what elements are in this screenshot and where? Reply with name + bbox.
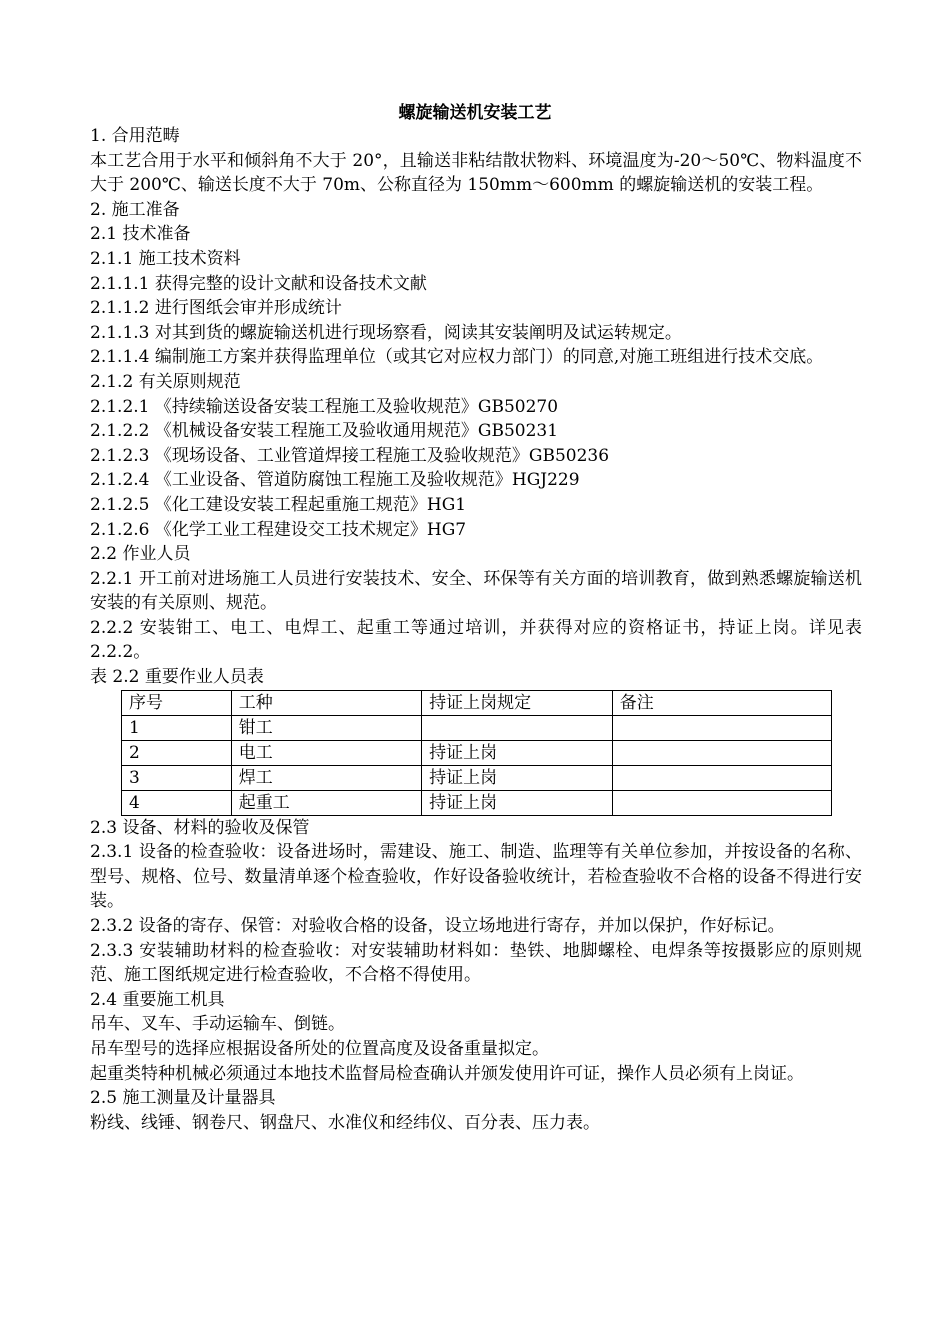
table-header-cell: 工种 <box>231 690 421 715</box>
section-heading: 1. 合用范畴 <box>90 126 180 146</box>
table-caption: 表 2.2 重要作业人员表 <box>90 667 264 688</box>
table-cell: 2 <box>122 740 232 765</box>
section-heading: 2.2 作业人员 <box>90 544 191 565</box>
section-heading: 2.5 施工测量及计量器具 <box>90 1088 276 1109</box>
document-body <box>90 124 862 1135</box>
table-cell: 4 <box>122 790 232 815</box>
paragraph: 吊车、叉车、手动运输车、倒链。 <box>90 1014 345 1035</box>
paragraph: 2.2.1 开工前对进场施工人员进行安装技术、安全、环保等有关方面的培训教育，做到熟悉螺旋输送机安装的有关原则、规范。 <box>90 568 862 614</box>
table-cell: 持证上岗 <box>422 790 613 815</box>
table-cell <box>612 715 831 740</box>
section-heading: 2.1.2 有关原则规范 <box>90 371 241 392</box>
document-title: 螺旋输送机安装工艺 <box>398 103 552 123</box>
list-item: 2.1.1.1 获得完整的设计文献和设备技术文献 <box>90 273 427 294</box>
section-heading: 2.4 重要施工机具 <box>90 989 225 1010</box>
paragraph: 2.2.2 安装钳工、电工、电焊工、起重工等通过培训，并获得对应的资格证书，持证上岗。详见表 2.2.2。 <box>90 617 862 663</box>
table-cell <box>422 715 613 740</box>
table-cell <box>612 740 831 765</box>
table-header-cell: 序号 <box>122 690 232 715</box>
table-header-cell: 备注 <box>612 690 831 715</box>
paragraph: 粉线、线锤、钢卷尺、钢盘尺、水准仪和经纬仪、百分表、压力表。 <box>90 1112 600 1133</box>
table-cell: 电工 <box>231 740 421 765</box>
list-item: 2.1.1.2 进行图纸会审并形成统计 <box>90 298 342 319</box>
table-cell: 持证上岗 <box>422 765 613 790</box>
table-cell: 钳工 <box>231 715 421 740</box>
standard-item: 2.1.2.1 《持续输送设备安装工程施工及验收规范》GB50270 <box>90 396 559 417</box>
paragraph: 起重类特种机械必须通过本地技术监督局检查确认并颁发使用许可证，操作人员必须有上岗证。 <box>90 1063 804 1084</box>
standard-item: 2.1.2.3 《现场设备、工业管道焊接工程施工及验收规范》GB50236 <box>90 445 610 466</box>
table-row <box>122 715 832 740</box>
section-heading: 2. 施工准备 <box>90 199 180 220</box>
table-row <box>122 765 832 790</box>
paragraph: 2.3.3 安装辅助材料的检查验收：对安装辅助材料如：垫铁、地脚螺栓、电焊条等按摄影应的原则规范、施工图纸规定进行检查验收，不合格不得使用。 <box>90 940 862 986</box>
table-row <box>122 740 832 765</box>
standard-item: 2.1.2.5 《化工建设安装工程起重施工规范》HG1 <box>90 494 467 515</box>
staff-table <box>121 690 832 816</box>
list-item: 2.1.1.3 对其到货的螺旋输送机进行现场察看，阅读其安装阐明及试运转规定。 <box>90 322 682 343</box>
paragraph: 本工艺合用于水平和倾斜角不大于 20°，且输送非粘结散状物料、环境温度为-20～50℃、物料温度不大于 200℃、输送长度不大于 70m、公称直径为 150mm～600mm 的螺旋输送机的安装工程。 <box>90 150 862 196</box>
table-header-row <box>122 690 832 715</box>
table-cell: 1 <box>122 715 232 740</box>
section-heading: 2.1 技术准备 <box>90 224 191 245</box>
standard-item: 2.1.2.6 《化学工业工程建设交工技术规定》HG7 <box>90 519 467 540</box>
paragraph: 2.3.2 设备的寄存、保管：对验收合格的设备，设立场地进行寄存，并加以保护，作好标记。 <box>90 916 785 937</box>
table-cell: 起重工 <box>231 790 421 815</box>
paragraph: 2.3.1 设备的检查验收：设备进场时，需建设、施工、制造、监理等有关单位参加，并按设备的名称、型号、规格、位号、数量清单逐个检查验收，作好设备验收统计，若检查验收不合格的设备不得进行安装。 <box>90 842 862 912</box>
table-cell <box>612 790 831 815</box>
list-item: 2.1.1.4 编制施工方案并获得监理单位（或其它对应权力部门）的同意,对施工班组进行技术交底。 <box>90 347 824 368</box>
paragraph: 吊车型号的选择应根据设备所处的位置高度及设备重量拟定。 <box>90 1039 549 1059</box>
section-heading: 2.3 设备、材料的验收及保管 <box>90 817 310 838</box>
standard-item: 2.1.2.4 《工业设备、管道防腐蚀工程施工及验收规范》HGJ229 <box>90 470 580 491</box>
standard-item: 2.1.2.2 《机械设备安装工程施工及验收通用规范》GB50231 <box>90 421 559 442</box>
table-cell <box>612 765 831 790</box>
table-cell: 3 <box>122 765 232 790</box>
table-header-cell: 持证上岗规定 <box>422 690 613 715</box>
section-heading: 2.1.1 施工技术资料 <box>90 248 241 269</box>
table-cell: 焊工 <box>231 765 421 790</box>
table-row <box>122 790 832 815</box>
table-cell: 持证上岗 <box>422 740 613 765</box>
